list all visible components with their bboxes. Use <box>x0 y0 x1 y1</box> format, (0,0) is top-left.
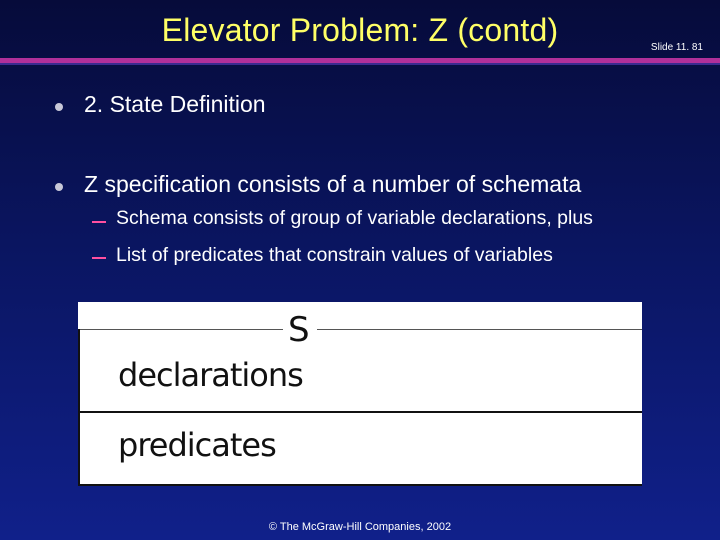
schema-declarations-label: declarations <box>118 356 303 394</box>
slide-number: Slide 11. 81 <box>650 42 703 53</box>
slide-title: Elevator Problem: Z (contd) <box>161 12 559 48</box>
copyright-footer: © The McGraw-Hill Companies, 2002 <box>268 521 452 533</box>
schema-left-border <box>78 329 80 486</box>
schema-divider <box>78 411 642 413</box>
schema-box <box>78 302 642 486</box>
sub-bullet-predicates: List of predicates that constrain values of variables <box>116 244 553 266</box>
bullet-z-specification: Z specification consists of a number of schemata <box>84 171 582 197</box>
bullet-icon <box>55 183 63 191</box>
dash-icon <box>92 257 106 259</box>
dash-icon <box>92 221 106 223</box>
bullet-icon <box>55 103 63 111</box>
schema-name: S <box>288 310 310 350</box>
schema-top-rule <box>78 329 642 330</box>
bullet-state-definition: 2. State Definition <box>84 91 266 117</box>
schema-predicates-label: predicates <box>118 426 276 464</box>
sub-bullet-schema-declarations: Schema consists of group of variable declarations, plus <box>116 207 593 229</box>
title-divider-shadow <box>0 63 720 65</box>
schema-bottom-rule <box>78 484 642 486</box>
